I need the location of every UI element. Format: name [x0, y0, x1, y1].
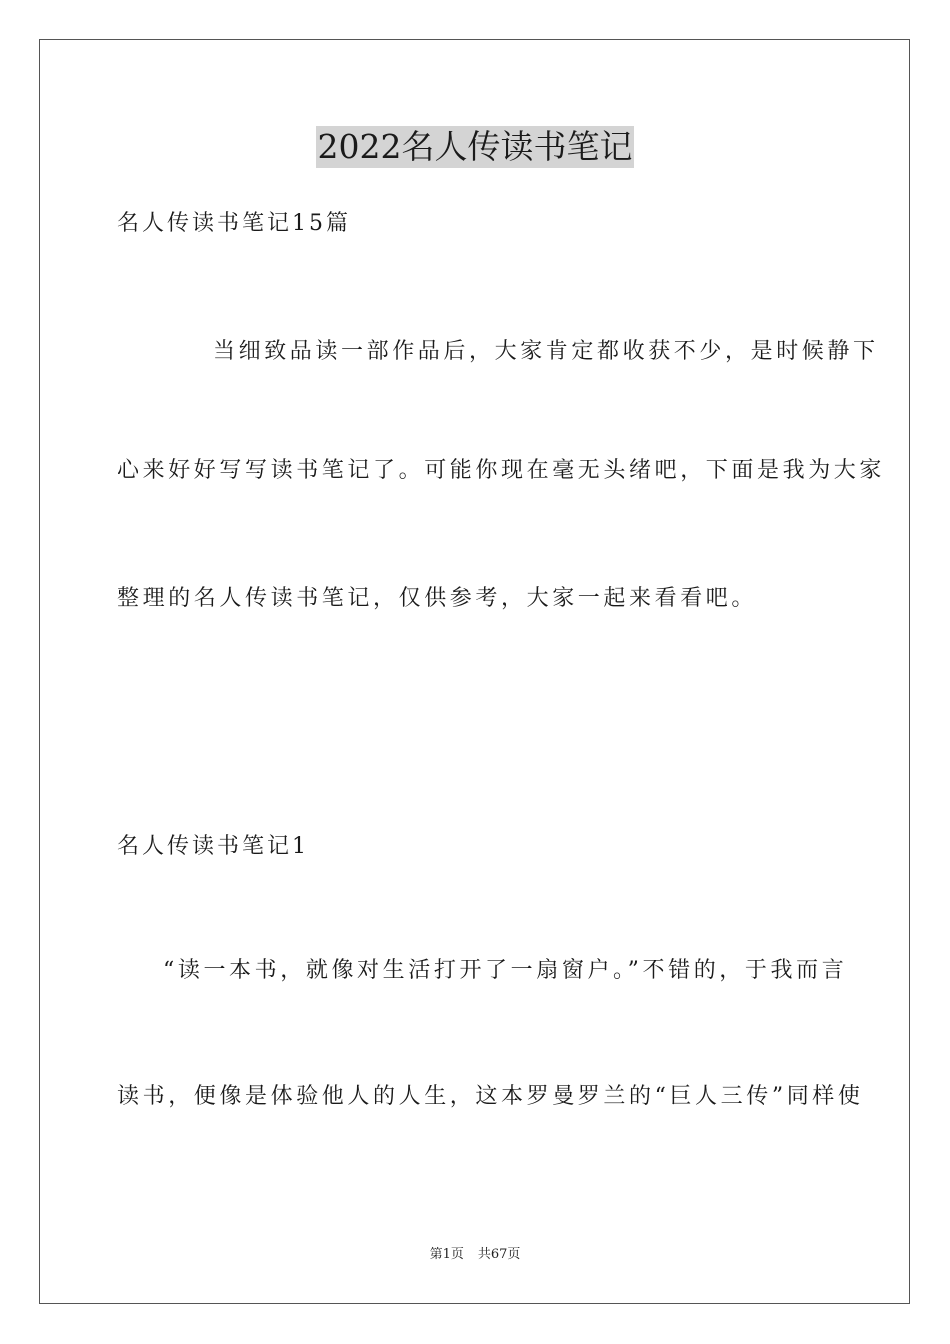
page-footer: [0, 1246, 950, 1264]
document-title: 2022名人传读书笔记: [317, 127, 633, 166]
document-subtitle: 名人传读书笔记15篇: [117, 211, 351, 236]
intro-line-2: 心来好好写写读书笔记了。可能你现在毫无头绪吧，下面是我为大家: [117, 458, 886, 483]
page-total: 共67页: [477, 1247, 521, 1262]
page-number: 第1页: [429, 1247, 464, 1262]
section-line-1: “读一本书，就像对生活打开了一扇窗户。”不错的，于我而言: [163, 958, 848, 983]
title-wrap: [0, 126, 950, 168]
section-heading: 名人传读书笔记1: [117, 834, 309, 859]
intro-line-3: 整理的名人传读书笔记，仅供参考，大家一起来看看吧。: [117, 586, 758, 611]
section-line-2: 读书，便像是体验他人的人生，这本罗曼罗兰的“巨人三传”同样使: [117, 1084, 864, 1109]
intro-line-1: 当细致品读一部作品后，大家肯定都收获不少，是时候静下: [213, 339, 879, 364]
